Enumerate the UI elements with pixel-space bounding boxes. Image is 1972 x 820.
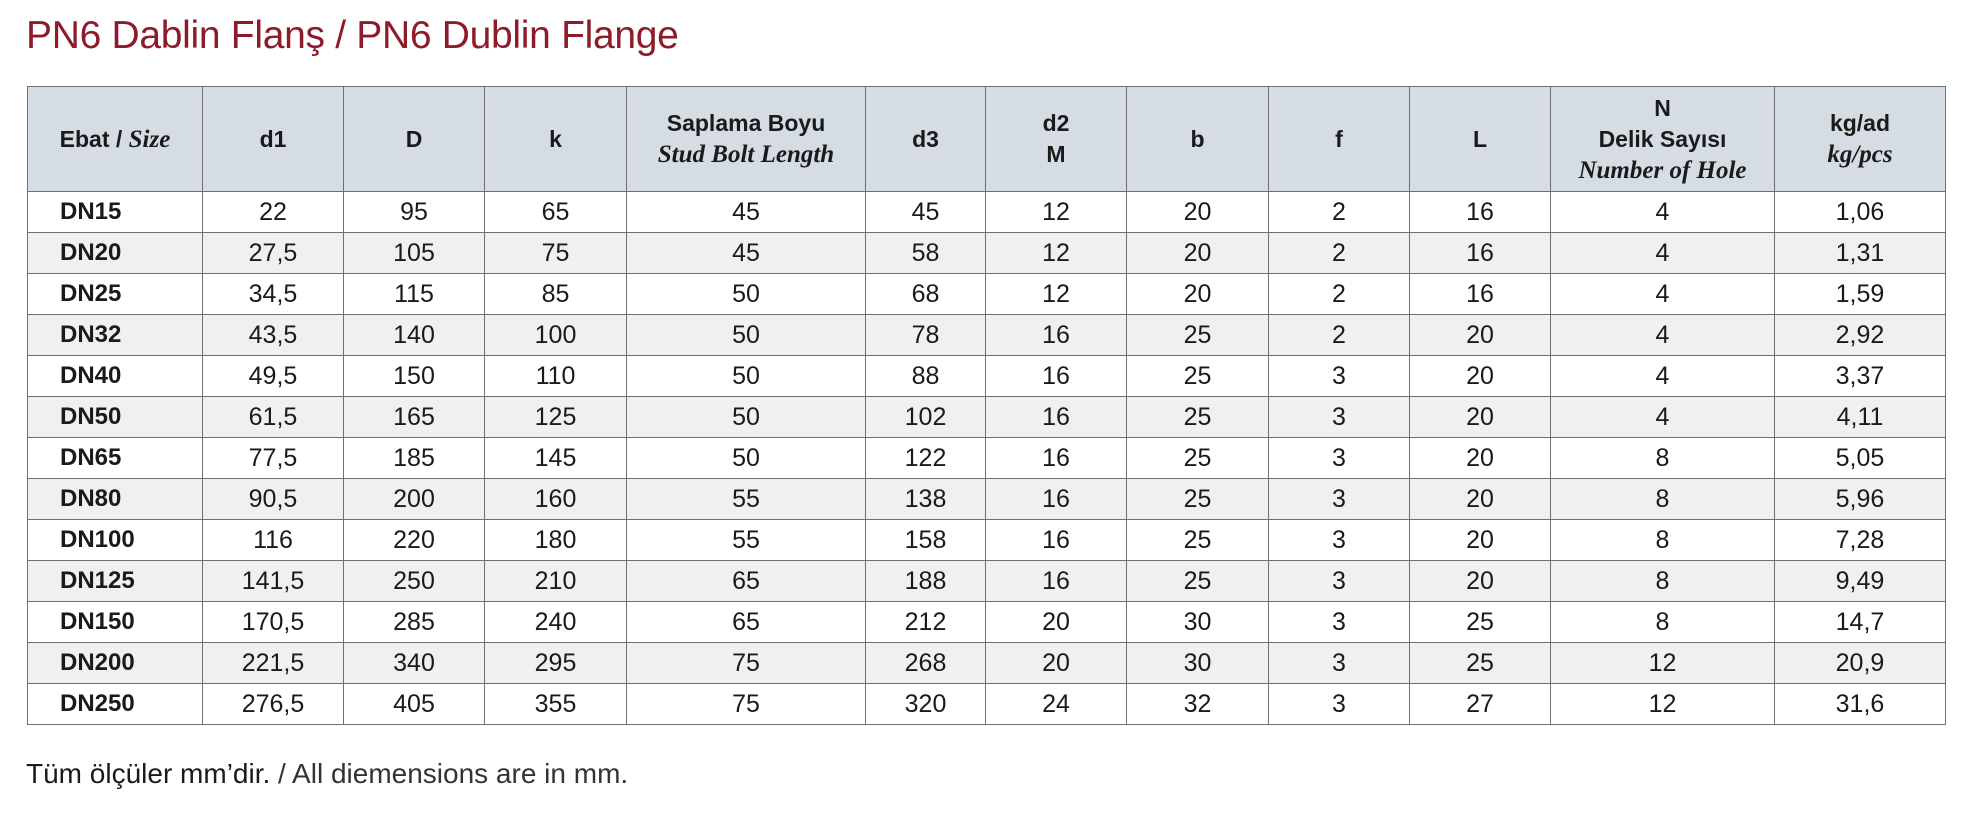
cell-holes: 8 (1551, 602, 1775, 643)
cell-L: 20 (1410, 520, 1551, 561)
cell-size: DN65 (28, 438, 203, 479)
header-L: L (1410, 87, 1551, 192)
cell-holes: 4 (1551, 356, 1775, 397)
cell-d2: 16 (986, 397, 1127, 438)
cell-D: 185 (344, 438, 485, 479)
cell-d3: 212 (866, 602, 986, 643)
cell-stud-bolt: 50 (627, 438, 866, 479)
cell-size: DN50 (28, 397, 203, 438)
cell-d3: 268 (866, 643, 986, 684)
cell-f: 3 (1269, 356, 1410, 397)
cell-d3: 158 (866, 520, 986, 561)
cell-k: 85 (485, 274, 627, 315)
table-row (28, 643, 1946, 684)
cell-size: DN100 (28, 520, 203, 561)
cell-L: 16 (1410, 274, 1551, 315)
header-holes (1551, 87, 1775, 192)
cell-d2: 16 (986, 561, 1127, 602)
cell-stud-bolt: 65 (627, 602, 866, 643)
cell-D: 115 (344, 274, 485, 315)
cell-d1: 141,5 (203, 561, 344, 602)
header-weight (1775, 87, 1946, 192)
header-row (28, 87, 1946, 192)
cell-weight: 14,7 (1775, 602, 1946, 643)
cell-holes: 8 (1551, 520, 1775, 561)
cell-d3: 58 (866, 233, 986, 274)
cell-d2: 16 (986, 520, 1127, 561)
cell-d2: 12 (986, 233, 1127, 274)
cell-L: 20 (1410, 356, 1551, 397)
cell-b: 25 (1127, 397, 1269, 438)
cell-f: 3 (1269, 520, 1410, 561)
cell-d2: 20 (986, 643, 1127, 684)
cell-holes: 4 (1551, 192, 1775, 233)
cell-d2: 20 (986, 602, 1127, 643)
cell-D: 220 (344, 520, 485, 561)
cell-d2: 24 (986, 684, 1127, 725)
cell-b: 25 (1127, 438, 1269, 479)
cell-k: 110 (485, 356, 627, 397)
cell-f: 3 (1269, 397, 1410, 438)
footnote-en: / All diemensions are in mm. (270, 758, 629, 789)
cell-stud-bolt: 50 (627, 315, 866, 356)
cell-size: DN25 (28, 274, 203, 315)
cell-d1: 170,5 (203, 602, 344, 643)
cell-L: 20 (1410, 479, 1551, 520)
flange-spec-table (27, 86, 1946, 725)
table-row (28, 356, 1946, 397)
cell-size: DN40 (28, 356, 203, 397)
cell-stud-bolt: 45 (627, 192, 866, 233)
cell-d1: 34,5 (203, 274, 344, 315)
cell-d1: 49,5 (203, 356, 344, 397)
cell-d3: 122 (866, 438, 986, 479)
cell-D: 140 (344, 315, 485, 356)
cell-f: 2 (1269, 274, 1410, 315)
header-D: D (344, 87, 485, 192)
cell-L: 20 (1410, 397, 1551, 438)
cell-f: 2 (1269, 233, 1410, 274)
cell-d1: 116 (203, 520, 344, 561)
cell-b: 32 (1127, 684, 1269, 725)
cell-size: DN150 (28, 602, 203, 643)
cell-d1: 27,5 (203, 233, 344, 274)
cell-k: 75 (485, 233, 627, 274)
cell-k: 295 (485, 643, 627, 684)
cell-k: 210 (485, 561, 627, 602)
cell-f: 2 (1269, 192, 1410, 233)
cell-holes: 4 (1551, 397, 1775, 438)
cell-b: 20 (1127, 192, 1269, 233)
header-d1: d1 (203, 87, 344, 192)
cell-L: 20 (1410, 315, 1551, 356)
table-row (28, 233, 1946, 274)
cell-holes: 8 (1551, 438, 1775, 479)
cell-weight: 2,92 (1775, 315, 1946, 356)
header-holes-en: Number of Hole (1578, 156, 1747, 184)
footnote-tr: Tüm ölçüler mm’dir. (26, 758, 271, 789)
cell-weight: 1,06 (1775, 192, 1946, 233)
header-size (28, 87, 203, 192)
cell-stud-bolt: 75 (627, 684, 866, 725)
cell-D: 285 (344, 602, 485, 643)
cell-weight: 1,59 (1775, 274, 1946, 315)
cell-d3: 320 (866, 684, 986, 725)
cell-d3: 102 (866, 397, 986, 438)
cell-k: 100 (485, 315, 627, 356)
cell-d2: 12 (986, 274, 1127, 315)
cell-stud-bolt: 45 (627, 233, 866, 274)
cell-weight: 5,96 (1775, 479, 1946, 520)
cell-f: 3 (1269, 643, 1410, 684)
cell-weight: 7,28 (1775, 520, 1946, 561)
cell-stud-bolt: 50 (627, 274, 866, 315)
cell-L: 25 (1410, 643, 1551, 684)
header-size-tr: Ebat / (59, 125, 129, 152)
cell-L: 16 (1410, 233, 1551, 274)
cell-f: 3 (1269, 602, 1410, 643)
cell-holes: 12 (1551, 684, 1775, 725)
header-size-en: Size (128, 125, 171, 153)
cell-d3: 88 (866, 356, 986, 397)
cell-stud-bolt: 65 (627, 561, 866, 602)
cell-d2: 12 (986, 192, 1127, 233)
cell-size: DN250 (28, 684, 203, 725)
cell-d1: 276,5 (203, 684, 344, 725)
cell-d1: 77,5 (203, 438, 344, 479)
cell-d1: 61,5 (203, 397, 344, 438)
header-weight-tr: kg/ad (1829, 110, 1891, 136)
cell-D: 250 (344, 561, 485, 602)
table-row (28, 315, 1946, 356)
cell-weight: 31,6 (1775, 684, 1946, 725)
cell-D: 105 (344, 233, 485, 274)
cell-size: DN32 (28, 315, 203, 356)
table-row (28, 438, 1946, 479)
cell-holes: 4 (1551, 233, 1775, 274)
cell-D: 405 (344, 684, 485, 725)
cell-D: 95 (344, 192, 485, 233)
cell-k: 125 (485, 397, 627, 438)
table-row (28, 684, 1946, 725)
header-stud-en: Stud Bolt Length (657, 141, 835, 168)
cell-f: 3 (1269, 438, 1410, 479)
cell-L: 16 (1410, 192, 1551, 233)
cell-stud-bolt: 50 (627, 356, 866, 397)
cell-d3: 68 (866, 274, 986, 315)
header-holes-tr: Delik Sayısı (1598, 125, 1727, 152)
header-holes-n: N (1654, 94, 1671, 121)
cell-k: 180 (485, 520, 627, 561)
cell-weight: 9,49 (1775, 561, 1946, 602)
cell-holes: 12 (1551, 643, 1775, 684)
cell-weight: 20,9 (1775, 643, 1946, 684)
cell-stud-bolt: 50 (627, 397, 866, 438)
cell-f: 3 (1269, 479, 1410, 520)
cell-k: 160 (485, 479, 627, 520)
cell-d1: 90,5 (203, 479, 344, 520)
cell-d1: 221,5 (203, 643, 344, 684)
cell-k: 65 (485, 192, 627, 233)
cell-weight: 4,11 (1775, 397, 1946, 438)
cell-d3: 188 (866, 561, 986, 602)
header-stud-bolt (627, 87, 866, 192)
table-row (28, 192, 1946, 233)
cell-d3: 78 (866, 315, 986, 356)
table-row (28, 479, 1946, 520)
cell-d3: 45 (866, 192, 986, 233)
header-f: f (1269, 87, 1410, 192)
cell-size: DN200 (28, 643, 203, 684)
cell-d2: 16 (986, 438, 1127, 479)
header-b: b (1127, 87, 1269, 192)
cell-b: 25 (1127, 315, 1269, 356)
table-row (28, 397, 1946, 438)
table-body (28, 192, 1946, 725)
header-d3: d3 (866, 87, 986, 192)
cell-f: 3 (1269, 561, 1410, 602)
cell-b: 30 (1127, 602, 1269, 643)
cell-b: 25 (1127, 479, 1269, 520)
header-d2 (986, 87, 1127, 192)
page-title: PN6 Dablin Flanş / PN6 Dublin Flange (26, 14, 679, 57)
cell-b: 30 (1127, 643, 1269, 684)
header-k: k (485, 87, 627, 192)
cell-d1: 43,5 (203, 315, 344, 356)
cell-b: 20 (1127, 274, 1269, 315)
cell-holes: 8 (1551, 561, 1775, 602)
cell-d2: 16 (986, 479, 1127, 520)
header-weight-en: kg/pcs (1827, 141, 1893, 168)
cell-k: 355 (485, 684, 627, 725)
cell-f: 3 (1269, 684, 1410, 725)
header-d2-line2: M (1046, 141, 1066, 167)
cell-d2: 16 (986, 315, 1127, 356)
cell-stud-bolt: 75 (627, 643, 866, 684)
cell-d1: 22 (203, 192, 344, 233)
header-stud-tr: Saplama Boyu (666, 110, 826, 136)
cell-b: 25 (1127, 520, 1269, 561)
cell-L: 27 (1410, 684, 1551, 725)
cell-size: DN125 (28, 561, 203, 602)
cell-stud-bolt: 55 (627, 479, 866, 520)
cell-weight: 5,05 (1775, 438, 1946, 479)
cell-weight: 1,31 (1775, 233, 1946, 274)
cell-b: 25 (1127, 561, 1269, 602)
cell-L: 25 (1410, 602, 1551, 643)
cell-holes: 4 (1551, 315, 1775, 356)
cell-d3: 138 (866, 479, 986, 520)
cell-k: 145 (485, 438, 627, 479)
cell-stud-bolt: 55 (627, 520, 866, 561)
cell-D: 165 (344, 397, 485, 438)
cell-size: DN15 (28, 192, 203, 233)
cell-L: 20 (1410, 561, 1551, 602)
cell-holes: 4 (1551, 274, 1775, 315)
cell-b: 20 (1127, 233, 1269, 274)
footnote (26, 758, 628, 790)
cell-k: 240 (485, 602, 627, 643)
header-d2-line1: d2 (1042, 110, 1070, 136)
cell-L: 20 (1410, 438, 1551, 479)
cell-f: 2 (1269, 315, 1410, 356)
cell-holes: 8 (1551, 479, 1775, 520)
cell-size: DN20 (28, 233, 203, 274)
cell-D: 150 (344, 356, 485, 397)
cell-D: 200 (344, 479, 485, 520)
cell-size: DN80 (28, 479, 203, 520)
table-row (28, 274, 1946, 315)
table-row (28, 520, 1946, 561)
table-row (28, 561, 1946, 602)
cell-weight: 3,37 (1775, 356, 1946, 397)
table-row (28, 602, 1946, 643)
table-header (28, 87, 1946, 192)
cell-b: 25 (1127, 356, 1269, 397)
cell-D: 340 (344, 643, 485, 684)
cell-d2: 16 (986, 356, 1127, 397)
